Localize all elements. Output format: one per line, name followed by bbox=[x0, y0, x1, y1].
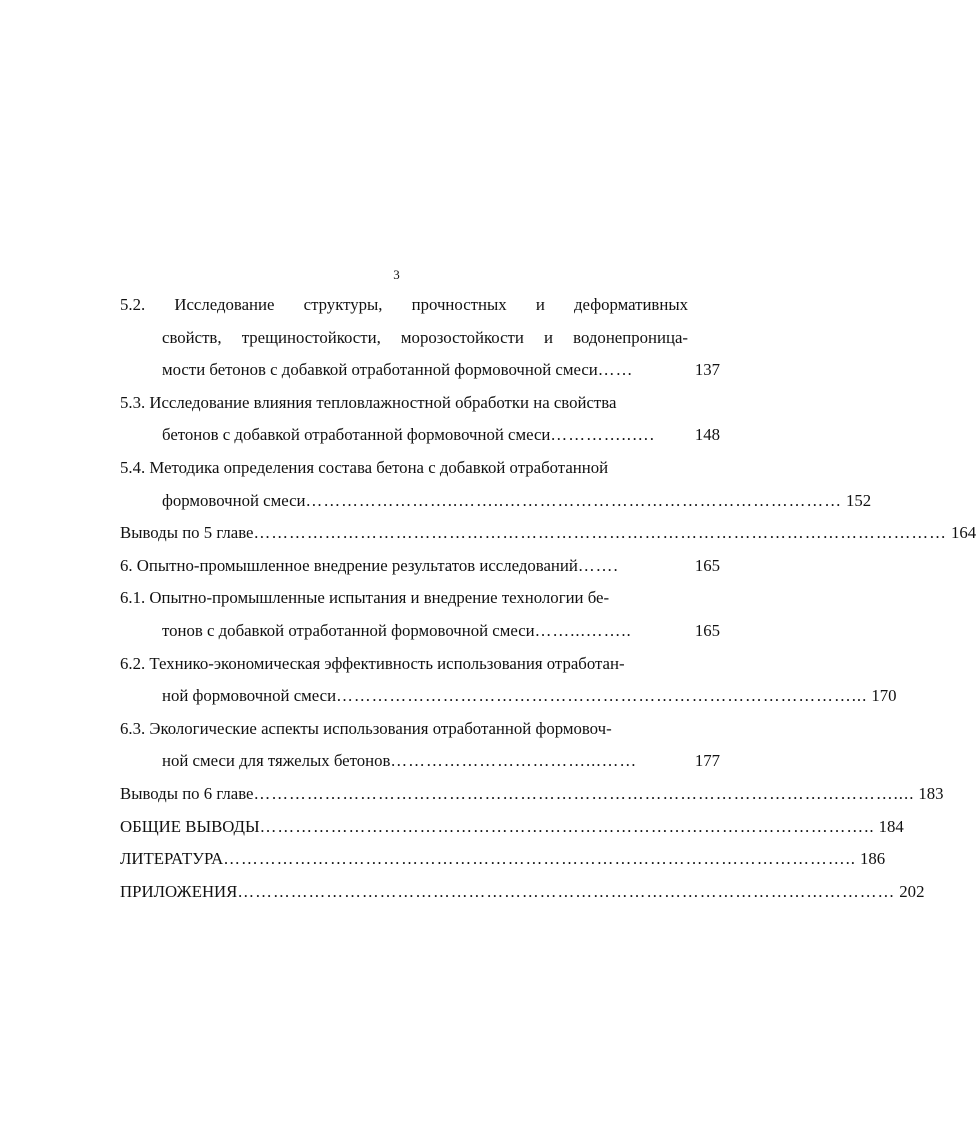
toc-entry-text: ЛИТЕРАТУРА bbox=[120, 849, 224, 869]
toc-entry-text: формовочной смеси bbox=[162, 490, 306, 510]
toc-page-number: 137 bbox=[694, 360, 720, 380]
toc-page-number: 165 bbox=[694, 620, 720, 640]
toc-entry-5-4-line-2 bbox=[120, 485, 872, 518]
toc-leader-dots: …………………………………………………………………………………………….. bbox=[223, 849, 856, 869]
toc-leader-dots: ………………………………………………………………………………………….. bbox=[259, 816, 875, 836]
toc-entry-5-2-line-2: свойств, трещиностойкости, морозостойкости и водонепроница- bbox=[162, 327, 688, 347]
toc-leader-dots: ……………………………………………………………………………………………….... bbox=[253, 783, 915, 803]
toc-entry-text: Выводы по 5 главе bbox=[120, 523, 254, 543]
toc-entry-text: 6. Опытно-промышленное внедрение результатов исследований bbox=[120, 555, 578, 575]
toc-leader-dots: ……………………………………………………………………………………………………… bbox=[253, 523, 947, 543]
toc-entry-5-3-line-2 bbox=[120, 419, 720, 452]
toc-entry-6-2-line-2 bbox=[120, 680, 897, 713]
toc-entry-text: бетонов с добавкой отработанной формовочной смеси bbox=[162, 425, 551, 445]
toc-entry-text: мости бетонов с добавкой отработанной формовочной смеси bbox=[162, 360, 598, 380]
toc-page-number: 148 bbox=[694, 425, 720, 445]
toc-page-number: 177 bbox=[694, 751, 720, 771]
toc-entry-5-3-line-1 bbox=[120, 387, 720, 420]
toc-leader-dots: ……………………..……..………………………………………………… bbox=[305, 490, 842, 510]
toc-entry-conclusions-5 bbox=[120, 517, 976, 550]
toc-leader-dots: ……...…….. bbox=[534, 620, 632, 640]
toc-page-number: 152 bbox=[845, 490, 872, 510]
toc-page-number: 164 bbox=[950, 523, 976, 543]
page-number: 3 bbox=[393, 267, 400, 282]
toc-page-number: 184 bbox=[878, 816, 904, 836]
toc-page-number: 186 bbox=[860, 849, 886, 869]
toc-entry-5-2-line-3 bbox=[120, 354, 720, 387]
toc-entry-text: ПРИЛОЖЕНИЯ bbox=[120, 881, 238, 901]
toc-leader-dots: ……………………………...…… bbox=[390, 751, 638, 771]
toc-leader-dots: ……. bbox=[577, 555, 619, 575]
toc-entry-6-1-line-2 bbox=[120, 615, 720, 648]
toc-leader-dots: ……………………………………………………………………………... bbox=[336, 686, 868, 706]
toc-entry-6-2-line-1 bbox=[120, 648, 720, 681]
toc-entry-literature bbox=[120, 843, 886, 876]
toc-entry-conclusions-6 bbox=[120, 778, 944, 811]
toc-entry-general-conclusions bbox=[120, 811, 904, 844]
toc-leader-dots: …………..…. bbox=[550, 425, 655, 445]
toc-entry-text: Выводы по 6 главе bbox=[120, 783, 254, 803]
table-of-contents bbox=[120, 289, 976, 908]
toc-entry-text: ной формовочной смеси bbox=[162, 686, 337, 706]
toc-entry-text: ной смеси для тяжелых бетонов bbox=[162, 751, 391, 771]
toc-entry-6-3-line-1 bbox=[120, 713, 720, 746]
toc-leader-dots: ………………………………………………………………………………………………… bbox=[237, 881, 896, 901]
toc-entry-text: тонов с добавкой отработанной формовочной смеси bbox=[162, 620, 535, 640]
toc-entry-6-1-line-1 bbox=[120, 582, 720, 615]
toc-entry-text: 5.3. Исследование влияния тепловлажностной обработки на свойства bbox=[120, 392, 617, 412]
toc-leader-dots: …… bbox=[597, 360, 634, 380]
toc-entry-text: 5.4. Методика определения состава бетона с добавкой отработанной bbox=[120, 457, 609, 477]
toc-entry-5-2-line-1: 5.2. Исследование структуры, прочностных и деформативных bbox=[120, 295, 688, 314]
toc-entry-text: 6.3. Экологические аспекты использования отработанной формовоч- bbox=[120, 718, 612, 738]
toc-entry-6-3-line-2 bbox=[120, 745, 720, 778]
toc-page-number: 170 bbox=[871, 686, 897, 706]
toc-entry-text: 6.1. Опытно-промышленные испытания и внедрение технологии бе- bbox=[120, 588, 610, 608]
toc-page-number: 183 bbox=[918, 783, 944, 803]
toc-entry-6 bbox=[120, 550, 720, 583]
toc-entry-appendices bbox=[120, 876, 925, 909]
toc-page-number: 165 bbox=[694, 555, 720, 575]
toc-page-number: 202 bbox=[899, 881, 925, 901]
toc-entry-5-4-line-1 bbox=[120, 452, 720, 485]
toc-entry-text: ОБЩИЕ ВЫВОДЫ bbox=[120, 816, 260, 836]
toc-entry-text: 6.2. Технико-экономическая эффективность использования отработан- bbox=[120, 653, 625, 673]
